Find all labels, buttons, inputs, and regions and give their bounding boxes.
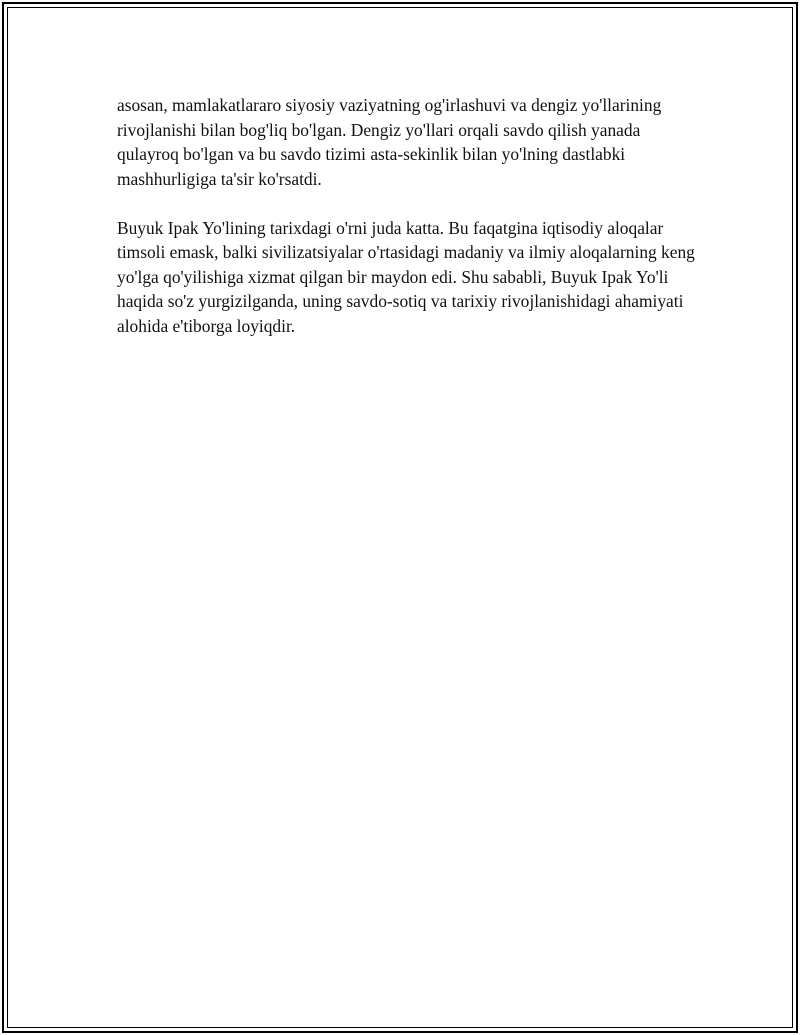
paragraph-2: Buyuk Ipak Yo'lining tarixdagi o'rni juda katta. Bu faqatgina iqtisodiy aloqalar timsoli emask, balki sivilizatsiyalar o'rtasidagi madaniy va ilmiy aloqalarning keng yo'lga qo'yilishiga xizmat qilgan bir maydon edi. Shu sababli, Buyuk Ipak Yo'li haqida so'z yurgizilganda, uning savdo-sotiq va tarixiy rivojlanishidagi ahamiyati alohida e'tiborga loyiqdir.: [117, 217, 695, 336]
document-body: [117, 93, 697, 363]
paragraph-1: asosan, mamlakatlararo siyosiy vaziyatning og'irlashuvi va dengiz yo'llarining rivojlanishi bilan bog'liq bo'lgan. Dengiz yo'llari orqali savdo qilish yanada qulayroq bo'lgan va bu savdo tizimi asta-sekinlik bilan yo'lning dastlabki mashhurligiga ta'sir ko'rsatdi.: [117, 95, 662, 189]
